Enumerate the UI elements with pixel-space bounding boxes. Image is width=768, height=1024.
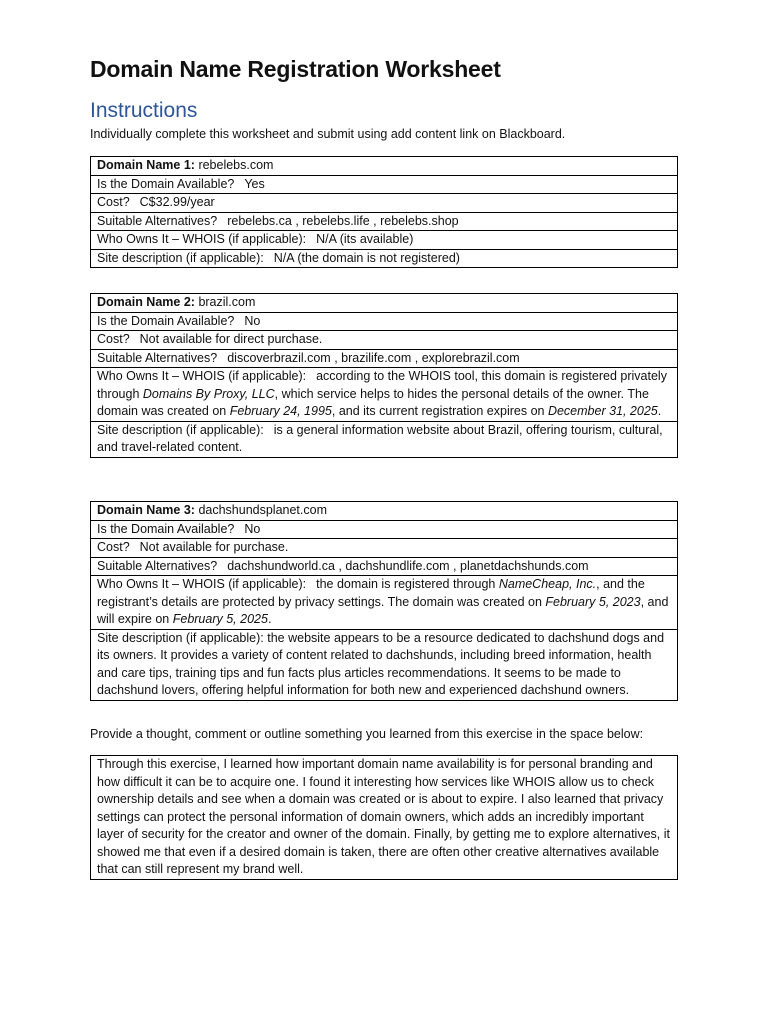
availability-row <box>91 312 678 331</box>
cost-row <box>91 194 678 213</box>
cost-row <box>91 331 678 350</box>
reflection-prompt: Provide a thought, comment or outline something you learned from this exercise in the space below: <box>90 727 644 741</box>
site-description-row <box>91 421 678 457</box>
whois-text-4: . <box>267 612 272 626</box>
whois-label: Who Owns It – WHOIS (if applicable): <box>97 232 307 246</box>
availability-label: Is the Domain Available? <box>97 521 235 536</box>
domain-name-value: brazil.com <box>198 295 256 309</box>
alternatives-value: dachshundworld.ca , dachshundlife.com , planetdachshunds.com <box>227 558 589 573</box>
domain-name-row <box>91 502 678 521</box>
whois-registrar: Domains By Proxy, LLC <box>142 386 275 401</box>
domain-name-row <box>91 294 678 313</box>
availability-value: No <box>244 521 261 536</box>
alternatives-row <box>91 349 678 368</box>
cost-row <box>91 539 678 558</box>
whois-expiry-date: February 5, 2025 <box>172 612 268 626</box>
cost-label: Cost? <box>97 195 130 209</box>
site-description-row <box>91 249 678 268</box>
whois-text-3: , and its current registration expires on <box>331 404 548 418</box>
alternatives-value: discoverbrazil.com , brazilife.com , explorebrazil.com <box>227 350 520 365</box>
site-description-row <box>91 629 678 700</box>
whois-created-date: February 24, 1995 <box>229 404 332 418</box>
whois-created-date: February 5, 2023 <box>545 594 641 609</box>
alternatives-value: rebelebs.ca , rebelebs.life , rebelebs.shop <box>227 213 459 228</box>
whois-registrar: NameCheap, Inc. <box>498 577 597 591</box>
site-description-value: N/A (the domain is not registered) <box>273 250 460 265</box>
domain-table-1 <box>90 156 678 268</box>
domain-table-3 <box>90 501 678 701</box>
whois-text-3: , and will expire on <box>97 594 669 626</box>
cost-label: Cost? <box>97 540 130 554</box>
whois-row <box>91 576 678 630</box>
site-description-value: is a general information website about Brazil, offering tourism, cultural, and travel-related content. <box>97 422 663 454</box>
alternatives-label: Suitable Alternatives? <box>97 350 218 365</box>
reflection-answer-box[interactable]: Through this exercise, I learned how important domain name availability is for personal branding and how difficult it can be to acquire one. I found it interesting how services like WHOIS allow us to check ownership details and see when a domain was created or is about to expire. I also learned that privacy settings can protect the personal information of domain owners, which adds an incredibly important layer of security for the creator and owner of the domain. Finally, by getting me to explore alternatives, it showed me that even if a desired domain is taken, there are often other creative alternatives available that can still represent my brand well. <box>90 755 678 880</box>
whois-text-1: according to the WHOIS tool, this domain is registered privately through <box>97 369 667 401</box>
whois-text-2: , which service helps to hides the personal details of the owner. The domain was created on <box>97 386 649 418</box>
site-description-label: Site description (if applicable): <box>97 422 264 437</box>
domain-name-label: Domain Name 2: <box>97 295 195 309</box>
whois-value: N/A (its available) <box>316 232 414 246</box>
availability-value: No <box>244 313 261 328</box>
cost-label: Cost? <box>97 332 130 346</box>
site-description-label: Site description (if applicable): <box>97 630 264 645</box>
alternatives-row <box>91 212 678 231</box>
whois-label: Who Owns It – WHOIS (if applicable): <box>97 577 307 591</box>
page-title: Domain Name Registration Worksheet <box>90 56 501 82</box>
domain-name-row <box>91 157 678 176</box>
domain-table-2 <box>90 293 678 458</box>
domain-name-label: Domain Name 1: <box>97 158 195 172</box>
cost-value: Not available for purchase. <box>139 540 289 554</box>
whois-text-2: , and the registrant’s details are protected by privacy settings. The domain was created on <box>97 577 645 609</box>
availability-row <box>91 175 678 194</box>
whois-row <box>91 231 678 250</box>
availability-row <box>91 520 678 539</box>
cost-value: Not available for direct purchase. <box>139 332 323 346</box>
domain-name-value: rebelebs.com <box>198 158 274 172</box>
site-description-value: the website appears to be a resource dedicated to dachshund dogs and its owners. It provides a variety of content related to dachshunds, including breed information, health and care tips, training tips and fun facts plus articles recommendations. It seems to be made to dachshund lovers, offering helpful information for both new and experienced dachshund owners. <box>97 630 665 697</box>
whois-label: Who Owns It – WHOIS (if applicable): <box>97 369 307 383</box>
availability-value: Yes <box>244 176 265 191</box>
alternatives-label: Suitable Alternatives? <box>97 558 218 573</box>
domain-name-label: Domain Name 3: <box>97 503 195 517</box>
whois-expiry-date: December 31, 2025 <box>547 404 658 418</box>
whois-text-1: the domain is registered through <box>316 577 499 591</box>
alternatives-row <box>91 557 678 576</box>
instructions-heading: Instructions <box>90 99 198 122</box>
alternatives-label: Suitable Alternatives? <box>97 213 218 228</box>
domain-name-value: dachshundsplanet.com <box>198 503 327 517</box>
whois-row <box>91 368 678 422</box>
cost-value: C$32.99/year <box>139 195 215 209</box>
instructions-text: Individually complete this worksheet and submit using add content link on Blackboard. <box>90 127 566 141</box>
availability-label: Is the Domain Available? <box>97 313 235 328</box>
whois-text-4: . <box>657 404 662 418</box>
availability-label: Is the Domain Available? <box>97 176 235 191</box>
site-description-label: Site description (if applicable): <box>97 250 264 265</box>
